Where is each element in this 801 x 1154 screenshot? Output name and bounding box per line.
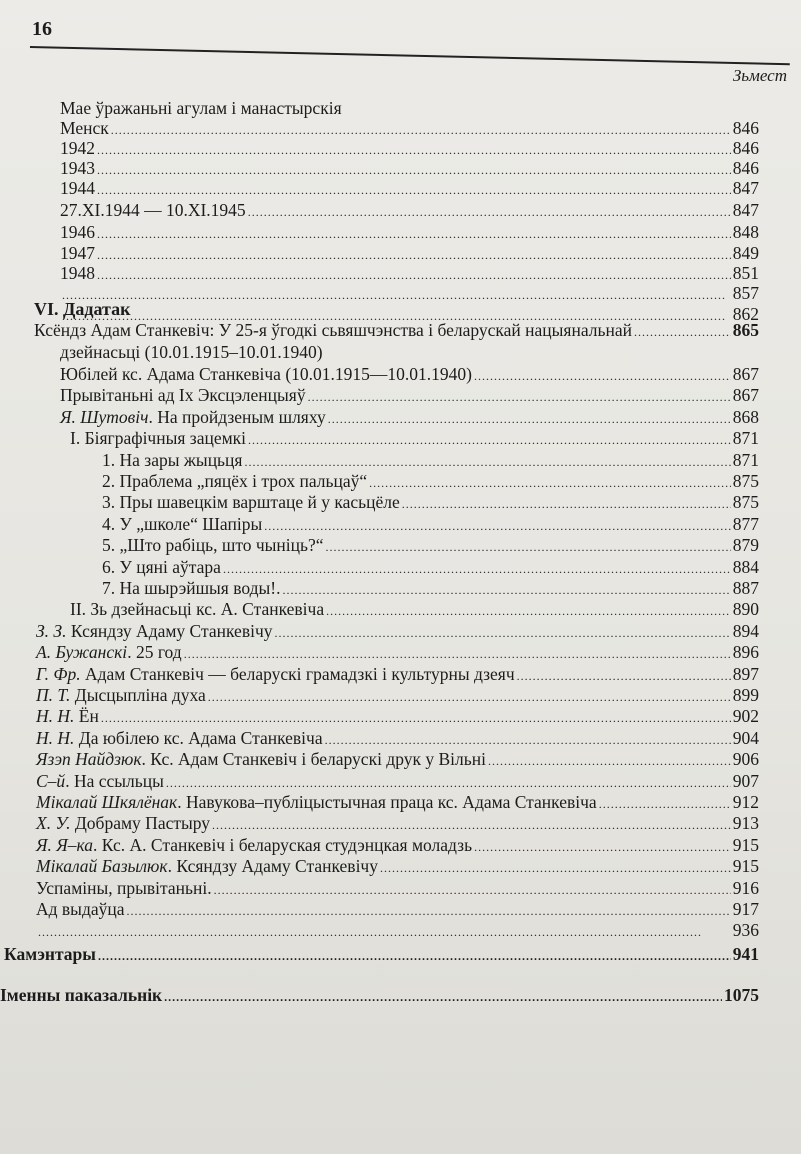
toc-entry xyxy=(60,178,759,201)
toc-entry-title-text: Дысцыпліна духа xyxy=(70,685,206,705)
toc-entry-author: Н. Н. xyxy=(36,727,75,748)
toc-entry-commentary xyxy=(4,944,759,967)
dot-leader xyxy=(283,578,731,601)
dot-leader xyxy=(98,944,731,967)
toc-entry-page: 857 xyxy=(732,283,759,303)
toc-entry xyxy=(70,428,759,451)
toc-entry-page: 867 xyxy=(732,385,759,406)
toc-entry-title: 1947 xyxy=(60,243,95,263)
toc-entry-title: 3. Пры шавецкім варштаце й у касьцёле xyxy=(102,492,400,513)
toc-entry-title: 6. У цяні аўтара xyxy=(102,556,221,577)
toc-entry-title: Успаміны, прывітаньні. xyxy=(36,877,212,898)
toc-entry-page: 848 xyxy=(732,222,759,242)
dot-leader xyxy=(97,222,731,245)
toc-entry-title xyxy=(36,685,206,706)
toc-entry-page: 896 xyxy=(732,642,759,663)
toc-entry-title-text: . На пройдзеным шляху xyxy=(148,406,326,427)
toc-entry-author: Мікалай Шкялёнак xyxy=(36,792,178,812)
dot-leader xyxy=(488,749,731,772)
toc-entry-page: 894 xyxy=(732,620,759,641)
toc-entry-page: 904 xyxy=(732,727,759,748)
toc-entry xyxy=(60,407,759,430)
toc-entry xyxy=(60,222,759,245)
toc-entry-title: 5. „Што рабіць, што чыніць?“ xyxy=(102,535,324,556)
dot-leader xyxy=(326,535,731,558)
toc-entry xyxy=(36,878,759,901)
toc-entry xyxy=(36,792,759,815)
toc-entry-page: 912 xyxy=(732,792,759,812)
toc-entry xyxy=(102,492,759,515)
toc-entry-author: Х. У. xyxy=(36,813,71,834)
toc-entry-page: 906 xyxy=(732,749,759,770)
toc-entry-page: 868 xyxy=(732,406,759,427)
toc-entry-page: 936 xyxy=(732,920,759,941)
toc-entry xyxy=(36,728,759,751)
toc-entry-title: Іменны паказальнік xyxy=(0,985,163,1005)
toc-entry-title: Прывітаньні ад Іх Эксцэленцыяў xyxy=(60,385,306,406)
toc-entry-title: 1943 xyxy=(60,158,95,178)
toc-entry xyxy=(36,664,759,687)
toc-entry-page: 915 xyxy=(732,834,759,855)
toc-entry xyxy=(102,450,759,473)
dot-leader xyxy=(474,364,731,387)
toc-entry-page: 867 xyxy=(732,364,759,384)
toc-entry-title: 1942 xyxy=(60,138,95,158)
running-header-section: Зьмест xyxy=(732,66,787,85)
toc-entry-page: 916 xyxy=(732,877,759,898)
toc-entry-title: 1. На зары жыцьця xyxy=(102,449,243,470)
toc-entry-page: 913 xyxy=(732,813,759,834)
toc-entry-title: 1948 xyxy=(60,263,95,283)
dot-leader xyxy=(97,178,731,201)
toc-entry-title: 1944 xyxy=(60,178,95,198)
toc-entry-main xyxy=(34,320,759,343)
toc-entry-page: 871 xyxy=(732,428,759,449)
toc-entry-author: А. Бужанскі xyxy=(36,642,128,663)
dot-leader xyxy=(212,813,731,836)
toc-entry-page: 915 xyxy=(732,856,759,877)
toc-entry-title: 2. Праблема „пяцёх і трох пальцаў“ xyxy=(102,471,368,491)
dot-leader xyxy=(380,856,731,879)
toc-entry-title: 4. У „школе“ Шапіры xyxy=(102,513,263,534)
toc-entry-title: Менск xyxy=(60,118,109,138)
toc-entry-title xyxy=(36,856,378,877)
toc-entry xyxy=(36,771,759,794)
dot-leader xyxy=(184,642,731,665)
toc-entry xyxy=(36,899,759,922)
dot-leader xyxy=(101,706,731,729)
toc-entry-title-text: Ён xyxy=(74,706,99,727)
toc-entry-author: Я. Я–ка xyxy=(36,834,94,855)
toc-entry-page: 847 xyxy=(732,178,759,198)
toc-entry xyxy=(36,835,759,858)
toc-entry-title-text: Ксяндзу Адаму Станкевічу xyxy=(66,620,273,641)
toc-entry-title xyxy=(36,621,273,642)
toc-entry-page: 907 xyxy=(732,770,759,791)
toc-entry-title: I. Біяграфічныя зацемкі xyxy=(70,428,247,449)
toc-entry-title xyxy=(60,407,326,428)
toc-entry-page: 875 xyxy=(732,492,759,513)
toc-entry-page: 875 xyxy=(732,471,759,491)
toc-entry xyxy=(36,920,759,943)
toc-entry xyxy=(102,514,759,537)
toc-entry xyxy=(102,578,759,601)
toc-entry-title xyxy=(36,706,99,727)
toc-entry-title-text: . Ксяндзу Адаму Станкевічу xyxy=(167,856,378,877)
dot-leader xyxy=(127,899,731,922)
dot-leader xyxy=(223,557,731,580)
toc-entry-title-text: Добраму Пастыру xyxy=(70,813,211,834)
toc-entry-page: 1075 xyxy=(724,985,759,1005)
toc-entry-title-text: . Кс. А. Станкевіч і беларуская студэнцкая моладзь xyxy=(93,834,473,855)
section-heading-appendix: VI. Дадатак xyxy=(34,299,131,319)
dot-leader xyxy=(369,471,731,494)
toc-entry-title: II. Зь дзейнасьці кс. А. Станкевіча xyxy=(70,599,325,620)
dot-leader xyxy=(634,320,731,343)
toc-entry-title xyxy=(36,664,515,685)
toc-entry-page: 917 xyxy=(732,899,759,919)
dot-leader xyxy=(517,664,731,687)
toc-entry xyxy=(70,599,759,622)
toc-entry-page: 846 xyxy=(732,138,759,158)
toc-entry-author: Мікалай Базылюк xyxy=(36,856,168,877)
dot-leader xyxy=(402,492,731,515)
toc-entry-page: 877 xyxy=(732,513,759,534)
toc-entry xyxy=(36,685,759,708)
toc-entry-page: 899 xyxy=(732,685,759,705)
toc-entry-page: 871 xyxy=(732,449,759,470)
dot-leader xyxy=(328,407,731,430)
toc-text-line: Мае ўражаньні агулам і манастырскія xyxy=(60,98,342,118)
toc-entry xyxy=(102,557,759,580)
dot-leader xyxy=(325,728,731,751)
toc-entry-title-text: . На ссыльцы xyxy=(65,770,164,791)
toc-entry-author: Язэп Найдзюк xyxy=(36,749,142,770)
toc-entry xyxy=(36,813,759,836)
toc-entry xyxy=(102,535,759,558)
toc-entry-page: 887 xyxy=(732,578,759,598)
toc-entry xyxy=(60,364,759,387)
toc-entry-page: 846 xyxy=(732,118,759,138)
toc-entry xyxy=(36,621,759,644)
toc-entry-title xyxy=(36,728,323,749)
toc-entry-title xyxy=(36,835,472,856)
page-number: 16 xyxy=(32,18,52,40)
dot-leader xyxy=(214,878,731,901)
dot-leader xyxy=(248,200,731,223)
dot-leader xyxy=(264,514,731,537)
toc-entry-page: 849 xyxy=(732,243,759,263)
toc-entry-title: Ксёндз Адам Станкевіч: У 25-я ўгодкі сьвяшчэнства і беларускай нацыянальнай xyxy=(34,320,632,340)
dot-leader xyxy=(244,450,730,473)
toc-entry-page: 865 xyxy=(732,320,759,340)
dot-leader xyxy=(38,920,731,943)
toc-entry-title: Ад выдаўца xyxy=(36,899,125,919)
toc-entry-title: 7. На шырэйшыя воды!. xyxy=(102,578,281,598)
toc-entry-author: С–й xyxy=(36,770,66,791)
toc-entry xyxy=(60,283,759,306)
toc-entry-page: 902 xyxy=(732,706,759,727)
toc-entry-author: З. З. xyxy=(36,620,67,641)
dot-leader xyxy=(208,685,731,708)
toc-entry xyxy=(36,749,759,772)
dot-leader xyxy=(275,621,731,644)
toc-entry-page: 846 xyxy=(732,158,759,178)
toc-text-line: дзейнасьці (10.01.1915–10.01.1940) xyxy=(60,342,323,362)
toc-entry-page: 897 xyxy=(732,663,759,684)
toc-entry-page: 851 xyxy=(732,263,759,283)
toc-entry-title xyxy=(36,771,164,792)
toc-entry-page: 884 xyxy=(732,556,759,577)
toc-entry-title xyxy=(36,792,597,813)
toc-entry-author: П. Т. xyxy=(36,685,71,705)
toc-entry-title-text: . Навукова–публіцыстычная праца кс. Адама Станкевіча xyxy=(177,792,597,812)
toc-entry-title-text: . 25 год xyxy=(127,642,182,663)
dot-leader xyxy=(599,792,731,815)
toc-entry-title: 1946 xyxy=(60,222,95,242)
toc-entry-page: 890 xyxy=(732,599,759,620)
dot-leader xyxy=(62,283,731,306)
toc-entry xyxy=(36,856,759,879)
toc-entry-page: 847 xyxy=(732,200,759,220)
toc-entry-title: 27.XI.1944 — 10.XI.1945 xyxy=(60,200,246,220)
toc-entry-author: Я. Шутовіч xyxy=(60,406,149,427)
dot-leader xyxy=(326,599,731,622)
toc-entry xyxy=(60,385,759,408)
toc-entry-page: 862 xyxy=(732,304,759,324)
toc-entry-title: Юбілей кс. Адама Станкевіча (10.01.1915—10.01.1940) xyxy=(60,364,472,384)
dot-leader xyxy=(166,771,731,794)
toc-entry-author: Н. Н. xyxy=(36,706,75,727)
toc-entry xyxy=(36,642,759,665)
toc-entry-title xyxy=(36,813,210,834)
toc-entry-title-text: Адам Станкевіч — беларускі грамадзкі і культурны дзеяч xyxy=(80,663,515,684)
toc-entry xyxy=(36,706,759,729)
dot-leader xyxy=(308,385,731,408)
toc-entry-title xyxy=(36,749,486,770)
dot-leader xyxy=(248,428,731,451)
dot-leader xyxy=(164,985,722,1008)
toc-entry-page: 879 xyxy=(732,535,759,556)
toc-entry xyxy=(60,200,759,223)
toc-entry-index xyxy=(0,985,759,1008)
toc-entry-author: Г. Фр. xyxy=(36,663,81,684)
toc-entry xyxy=(102,471,759,494)
toc-entry-title xyxy=(36,642,182,663)
toc-entry-title-text: . Кс. Адам Станкевіч і беларускі друк у Вільні xyxy=(141,749,486,770)
toc-entry-page: 941 xyxy=(732,944,759,964)
toc-entry-title-text: Да юбілею кс. Адама Станкевіча xyxy=(74,727,323,748)
dot-leader xyxy=(474,835,731,858)
toc-entry-title: Камэнтары xyxy=(4,944,96,964)
